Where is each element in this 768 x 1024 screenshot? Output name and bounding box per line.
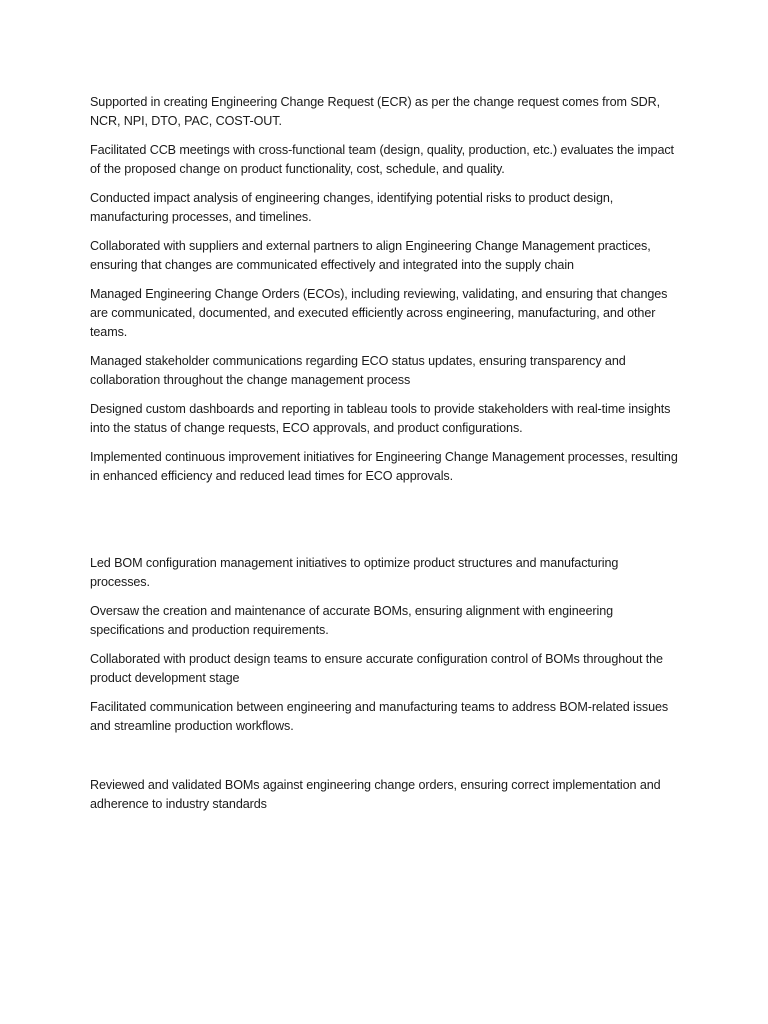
paragraph: Reviewed and validated BOMs against engineering change orders, ensuring correct implementation and adherence to industry standards: [90, 778, 661, 811]
paragraph: Managed Engineering Change Orders (ECOs), including reviewing, validating, and ensuring that changes are communicated, documented, and executed efficiently across engineering, manufacturing, and other teams.: [90, 287, 668, 339]
review-section: [90, 776, 680, 814]
paragraph: Implemented continuous improvement initiatives for Engineering Change Management processes, resulting in enhanced efficiency and reduced lead times for ECO approvals.: [90, 450, 678, 483]
paragraph: Collaborated with suppliers and external partners to align Engineering Change Management practices, ensuring that changes are communicated effectively and integrated into the supply chain: [90, 239, 651, 272]
paragraph: Conducted impact analysis of engineering changes, identifying potential risks to product design, manufacturing processes, and timelines.: [90, 191, 614, 224]
paragraph: Facilitated CCB meetings with cross-functional team (design, quality, production, etc.) evaluates the impact of the proposed change on product functionality, cost, schedule, and quality.: [90, 143, 674, 176]
paragraph: Managed stakeholder communications regarding ECO status updates, ensuring transparency and collaboration throughout the change management process: [90, 354, 626, 387]
blank-lines: [90, 496, 680, 554]
paragraph: Collaborated with product design teams to ensure accurate configuration control of BOMs throughout the product development stage: [90, 652, 663, 685]
paragraph: Led BOM configuration management initiatives to optimize product structures and manufacturing processes.: [90, 556, 619, 589]
paragraph: Facilitated communication between engineering and manufacturing teams to address BOM-related issues and streamline production workflows.: [90, 700, 669, 733]
document-body: [90, 93, 680, 824]
ecm-section: [90, 93, 680, 486]
paragraph: Designed custom dashboards and reporting in tableau tools to provide stakeholders with real-time insights into the status of change requests, ECO approvals, and product configurations.: [90, 402, 671, 435]
paragraph: Oversaw the creation and maintenance of accurate BOMs, ensuring alignment with engineering specifications and production requirements.: [90, 604, 614, 637]
bom-section: [90, 554, 680, 736]
blank-lines: [90, 746, 680, 776]
paragraph: Supported in creating Engineering Change Request (ECR) as per the change request comes from SDR, NCR, NPI, DTO, PAC, COST-OUT.: [90, 95, 661, 128]
